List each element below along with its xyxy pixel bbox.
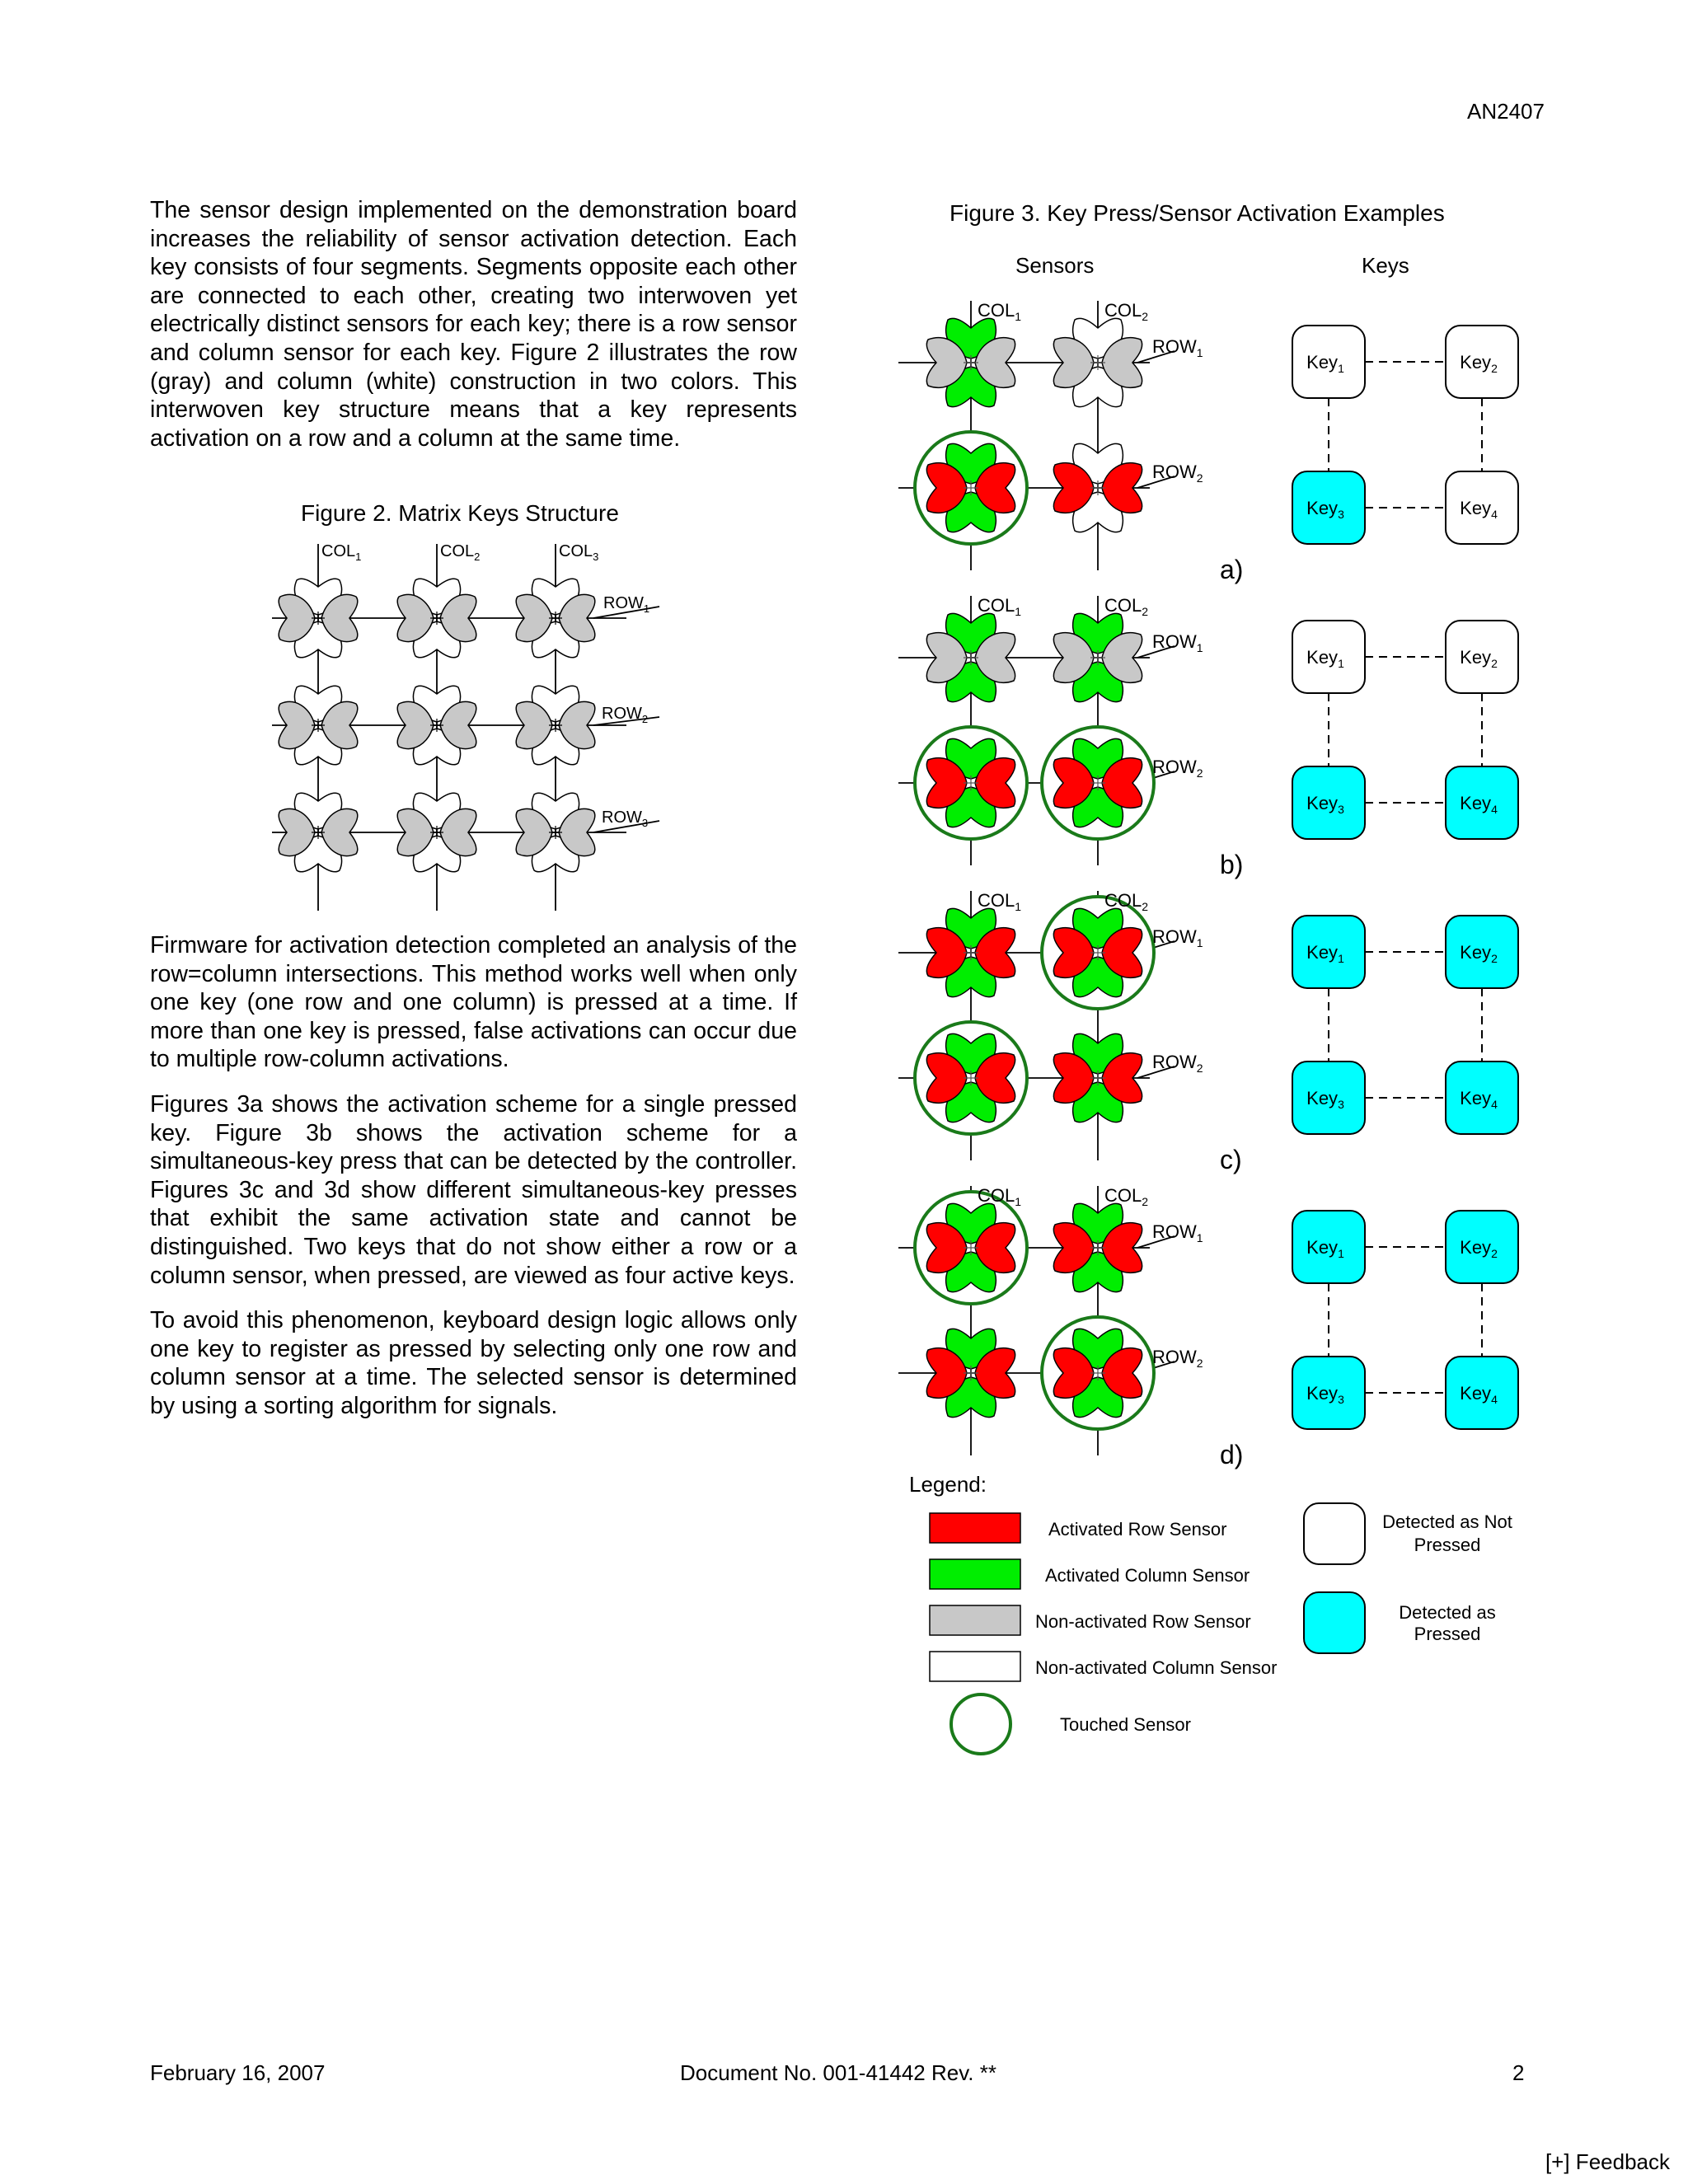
sensor-key [1053,1033,1142,1122]
svg-text:Key4: Key$_4$ [1460,498,1498,521]
fig2-row3-label: $ROW_3$ [602,808,649,829]
svg-text:Key1: Key$_1$ [1306,352,1344,375]
figure2-title: Figure 2. Matrix Keys Structure [301,500,619,526]
key-box [1292,916,1365,988]
paragraph-avoid: To avoid this phenomenon, keyboard design logic allows only one key to register as pressed by selecting only one row and column sensor at a time. The selected sensor is determined by using a sorting algorithm for signals. [150,1307,797,1419]
legend-red-swatch [930,1513,1020,1543]
svg-text:Key2: Key$_2$ [1460,942,1498,965]
col-label: $COL_1$ [978,890,1022,913]
col-label: $COL_1$ [978,595,1022,618]
svg-text:Key1: Key$_1$ [1306,942,1344,965]
figure2-matrix-diagram [247,536,692,923]
legend-touched-ring [951,1694,1010,1754]
figure2-keys [279,579,595,872]
sensor-key [915,432,1027,544]
svg-text:Key3: Key$_3$ [1306,1383,1344,1406]
col-label: $COL_2$ [1104,890,1149,913]
key-box [1292,1062,1365,1134]
figure3-title: Figure 3. Key Press/Sensor Activation Examples [950,200,1445,226]
col-label: $COL_1$ [978,300,1022,323]
key-box [1292,1357,1365,1429]
legend-diagram [923,1500,1550,1764]
key-box [1292,326,1365,398]
fig2-col1-label: $COL_1$ [321,542,362,563]
legend-pressed-line1: Detected as [1399,1602,1496,1623]
svg-text:Key4: Key$_4$ [1460,793,1498,816]
paragraph-firmware: Firmware for activation detection completed an analysis of the row=column intersections. This method works well when only one key (one row and one column) is pressed at a time. If more than one key is pressed, false activations can occur due to multiple row-column activations. [150,932,797,1073]
panel-label: b) [1220,850,1244,879]
keys-header: Keys [1362,253,1409,278]
svg-text:Key3: Key$_3$ [1306,498,1344,521]
key-box [1446,326,1518,398]
row-label: $ROW_2$ [1152,1052,1203,1075]
feedback-link[interactable]: [+] Feedback [1545,2149,1670,2174]
sensor-key [1042,897,1154,1009]
svg-text:Key4: Key$_4$ [1460,1088,1498,1111]
svg-text:Key1: Key$_1$ [1306,1237,1344,1260]
panel-label: a) [1220,555,1244,584]
svg-text:Key1: Key$_1$ [1306,647,1344,670]
sensor-key [1042,727,1154,839]
key-box [1292,766,1365,839]
footer-date: February 16, 2007 [150,2060,326,2085]
legend-not-pressed-swatch [1304,1503,1365,1564]
sensor-key [1053,443,1142,532]
sensor-key [915,727,1027,839]
svg-text:Key3: Key$_3$ [1306,793,1344,816]
panel-label: d) [1220,1440,1244,1469]
key-box [1292,471,1365,544]
sensor-key [926,1329,1015,1417]
legend-title: Legend: [909,1472,987,1497]
key-box [1446,1211,1518,1283]
col-label: $COL_2$ [1104,1185,1149,1208]
row-label: $ROW_1$ [1152,1221,1203,1244]
fig2-row1-label: $ROW_1$ [603,594,650,615]
legend-nonactivated-row: Non-activated Row Sensor [1035,1611,1251,1632]
svg-text:Key2: Key$_2$ [1460,647,1498,670]
row-label: $ROW_2$ [1152,1347,1203,1370]
legend-touched: Touched Sensor [1060,1714,1191,1735]
sensor-key [1053,1203,1142,1291]
key-box [1446,1062,1518,1134]
legend-not-pressed-line2: Pressed [1414,1535,1481,1555]
col-label: $COL_2$ [1104,300,1149,323]
body-text-top [150,196,797,469]
legend-white-swatch [930,1652,1020,1681]
svg-text:Key4: Key$_4$ [1460,1383,1498,1406]
col-label: $COL_1$ [978,1185,1022,1208]
legend-not-pressed-line1: Detected as Not [1382,1511,1512,1532]
legend-pressed-line2: Pressed [1414,1624,1481,1644]
legend-nonactivated-col: Non-activated Column Sensor [1035,1657,1278,1678]
sensor-key [926,908,1015,996]
sensor-key [1042,1317,1154,1429]
figure3-activation-diagram [890,288,1550,1475]
row-label: $ROW_2$ [1152,757,1203,780]
row-label: $ROW_2$ [1152,462,1203,485]
legend-activated-col: Activated Column Sensor [1045,1565,1250,1586]
key-box [1446,621,1518,693]
key-box [1446,916,1518,988]
sensors-header: Sensors [1015,253,1095,278]
sensor-key [1053,318,1142,406]
legend-pressed-swatch [1304,1592,1365,1653]
key-box [1292,1211,1365,1283]
footer-document-number: Document No. 001-41442 Rev. ** [680,2060,996,2085]
key-box [1292,621,1365,693]
sensor-key [926,318,1015,406]
fig2-row2-label: $ROW_2$ [602,705,649,725]
body-text-bottom [150,931,797,1437]
svg-text:Key2: Key$_2$ [1460,352,1498,375]
footer-page-number: 2 [1512,2060,1525,2085]
svg-text:Key3: Key$_3$ [1306,1088,1344,1111]
row-label: $ROW_1$ [1152,336,1203,359]
panel-label: c) [1220,1145,1242,1174]
row-label: $ROW_1$ [1152,926,1203,949]
fig2-col2-label: $COL_2$ [440,542,481,563]
document-code: AN2407 [1467,99,1545,124]
legend-activated-row: Activated Row Sensor [1048,1519,1227,1540]
key-box [1446,766,1518,839]
sensor-key [915,1192,1027,1304]
key-box [1446,471,1518,544]
svg-text:Key2: Key$_2$ [1460,1237,1498,1260]
fig2-col3-label: $COL_3$ [559,542,599,563]
col-label: $COL_2$ [1104,595,1149,618]
sensor-key [915,1022,1027,1134]
key-box [1446,1357,1518,1429]
sensor-key [1053,613,1142,701]
legend-gray-swatch [930,1605,1020,1635]
sensor-key [926,613,1015,701]
paragraph-figures: Figures 3a shows the activation scheme for a single pressed key. Figure 3b shows the activation scheme for a simultaneous-key press that can be detected by the controller. Figures 3c and 3d show different simultaneous-key presses that exhibit the same activation state and cannot be distinguished. Two keys that do not show either a row or a column sensor, when pressed, are viewed as four active keys. [150,1090,797,1289]
legend-green-swatch [930,1559,1020,1589]
paragraph-sensor-design: The sensor design implemented on the demonstration board increases the reliability of sensor activation detection. Each key consists of four segments. Segments opposite each other are connected to each other, creating two interwoven yet electrically distinct sensors for each key; there is a row sensor and column sensor for each key. Figure 2 illustrates the row (gray) and column (white) construction in two colors. This interwoven key structure means that a key represents activation on a row and a column at the same time. [150,197,797,452]
row-label: $ROW_1$ [1152,631,1203,654]
